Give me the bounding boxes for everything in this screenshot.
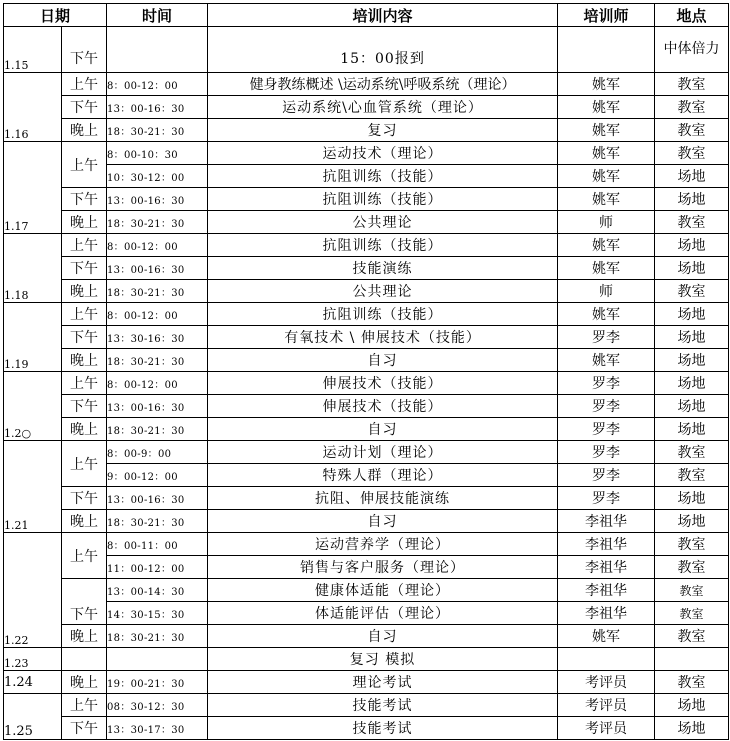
table-row — [4, 234, 729, 257]
table-row — [4, 142, 729, 165]
table-row — [4, 326, 729, 349]
instructor-cell: 师 — [558, 211, 655, 234]
content-cell: 复习 模拟 — [208, 648, 558, 671]
time-cell: 18：30-21：30 — [107, 349, 208, 372]
period-cell: 上午 — [62, 142, 107, 188]
time-cell: 8：00-9：00 — [107, 441, 208, 464]
location-cell: 教室 — [655, 73, 729, 96]
location-cell: 场地 — [655, 717, 729, 740]
header-location: 地点 — [655, 4, 729, 27]
date-cell: 1.22 — [4, 533, 62, 648]
table-row — [4, 510, 729, 533]
content-cell: 抗阻训练（技能） — [208, 303, 558, 326]
table-row — [4, 556, 729, 579]
period-cell: 下午 — [62, 717, 107, 740]
time-cell: 18：30-21：30 — [107, 418, 208, 441]
time-cell: 13：00-16：30 — [107, 188, 208, 211]
location-cell: 教室 — [655, 579, 729, 602]
instructor-cell: 姚军 — [558, 73, 655, 96]
period-cell: 下午 — [62, 96, 107, 119]
period-cell: 上午 — [62, 73, 107, 96]
period-cell: 上午 — [62, 533, 107, 579]
instructor-cell: 李祖华 — [558, 602, 655, 625]
instructor-cell: 罗李 — [558, 441, 655, 464]
instructor-cell — [558, 27, 655, 73]
instructor-cell: 考评员 — [558, 717, 655, 740]
location-cell: 教室 — [655, 96, 729, 119]
content-cell: 健身教练概述 \运动系统\呼吸系统（理论） — [208, 73, 558, 96]
location-cell: 场地 — [655, 234, 729, 257]
content-cell: 健康体适能（理论） — [208, 579, 558, 602]
content-cell: 运动技术（理论） — [208, 142, 558, 165]
content-cell: 抗阻训练（技能） — [208, 188, 558, 211]
location-cell: 教室 — [655, 119, 729, 142]
table-row — [4, 280, 729, 303]
table-row — [4, 119, 729, 142]
location-cell: 教室 — [655, 280, 729, 303]
location-cell: 场地 — [655, 257, 729, 280]
content-cell: 抗阻训练（技能） — [208, 234, 558, 257]
time-cell — [107, 648, 208, 671]
period-cell — [62, 648, 107, 671]
time-cell: 8：00-10：30 — [107, 142, 208, 165]
table-row — [4, 464, 729, 487]
content-cell: 技能演练 — [208, 257, 558, 280]
table-row — [4, 349, 729, 372]
header-content: 培训内容 — [208, 4, 558, 27]
table-row — [4, 717, 729, 740]
period-cell: 下午 — [62, 579, 107, 625]
location-cell: 教室 — [655, 556, 729, 579]
period-cell: 晚上 — [62, 280, 107, 303]
table-row — [4, 625, 729, 648]
table-row — [4, 73, 729, 96]
table-row — [4, 694, 729, 717]
location-cell: 教室 — [655, 533, 729, 556]
time-cell: 10：30-12：00 — [107, 165, 208, 188]
instructor-cell: 姚军 — [558, 234, 655, 257]
content-cell: 自习 — [208, 418, 558, 441]
period-cell: 下午 — [62, 326, 107, 349]
time-cell: 8：00-12：00 — [107, 303, 208, 326]
date-cell: 1.2○ — [4, 372, 62, 441]
location-cell: 场地 — [655, 510, 729, 533]
content-cell: 销售与客户服务（理论） — [208, 556, 558, 579]
content-cell: 特殊人群（理论） — [208, 464, 558, 487]
location-cell: 教室 — [655, 625, 729, 648]
instructor-cell: 考评员 — [558, 694, 655, 717]
date-cell: 1.19 — [4, 303, 62, 372]
date-cell: 1.16 — [4, 73, 62, 142]
content-cell: 自习 — [208, 510, 558, 533]
content-cell: 理论考试 — [208, 671, 558, 694]
instructor-cell: 姚军 — [558, 349, 655, 372]
period-cell: 下午 — [62, 487, 107, 510]
table-row — [4, 602, 729, 625]
content-cell: 有氧技术 \ 伸展技术（技能） — [208, 326, 558, 349]
time-cell: 13：00-16：30 — [107, 257, 208, 280]
content-cell: 抗阻、伸展技能演练 — [208, 487, 558, 510]
time-cell: 13：00-16：30 — [107, 395, 208, 418]
period-cell: 上午 — [62, 372, 107, 395]
period-cell: 晚上 — [62, 625, 107, 648]
table-row — [4, 487, 729, 510]
location-cell: 场地 — [655, 165, 729, 188]
period-cell: 晚上 — [62, 671, 107, 694]
header-row — [4, 4, 729, 27]
location-cell: 场地 — [655, 418, 729, 441]
period-cell: 上午 — [62, 694, 107, 717]
instructor-cell: 罗李 — [558, 395, 655, 418]
time-cell: 18：30-21：30 — [107, 119, 208, 142]
location-cell: 场地 — [655, 326, 729, 349]
instructor-cell: 罗李 — [558, 464, 655, 487]
training-schedule-table — [3, 3, 729, 740]
table-row — [4, 671, 729, 694]
time-cell: 8：00-12：00 — [107, 234, 208, 257]
table-row — [4, 303, 729, 326]
time-cell: 8：00-12：00 — [107, 73, 208, 96]
time-cell: 13：00-16：30 — [107, 96, 208, 119]
header-time: 时间 — [107, 4, 208, 27]
location-cell: 场地 — [655, 303, 729, 326]
time-cell: 18：30-21：30 — [107, 211, 208, 234]
instructor-cell: 李祖华 — [558, 533, 655, 556]
instructor-cell: 罗李 — [558, 487, 655, 510]
content-cell: 抗阻训练（技能） — [208, 165, 558, 188]
location-cell: 教室 — [655, 602, 729, 625]
period-cell: 上午 — [62, 303, 107, 326]
content-cell: 自习 — [208, 349, 558, 372]
instructor-cell: 姚军 — [558, 188, 655, 211]
period-cell: 上午 — [62, 234, 107, 257]
instructor-cell: 姚军 — [558, 165, 655, 188]
instructor-cell: 李祖华 — [558, 579, 655, 602]
time-cell: 18：30-21：30 — [107, 510, 208, 533]
instructor-cell: 罗李 — [558, 418, 655, 441]
location-cell: 场地 — [655, 372, 729, 395]
table-row — [4, 441, 729, 464]
table-row — [4, 27, 729, 73]
date-cell: 1.18 — [4, 234, 62, 303]
instructor-cell: 罗李 — [558, 326, 655, 349]
content-cell: 技能考试 — [208, 694, 558, 717]
time-cell: 13：30-16：30 — [107, 326, 208, 349]
content-cell: 复习 — [208, 119, 558, 142]
date-cell: 1.21 — [4, 441, 62, 533]
content-cell: 运动系统\心血管系统（理论） — [208, 96, 558, 119]
content-cell: 自习 — [208, 625, 558, 648]
instructor-cell: 姚军 — [558, 119, 655, 142]
period-cell: 晚上 — [62, 349, 107, 372]
date-cell: 1.17 — [4, 142, 62, 234]
time-cell — [107, 27, 208, 73]
instructor-cell: 姚军 — [558, 257, 655, 280]
content-cell: 伸展技术（技能） — [208, 395, 558, 418]
instructor-cell: 考评员 — [558, 671, 655, 694]
instructor-cell: 罗李 — [558, 372, 655, 395]
time-cell: 13：00-14：30 — [107, 579, 208, 602]
date-cell: 1.15 — [4, 27, 62, 73]
header-date: 日期 — [4, 4, 107, 27]
table-row — [4, 96, 729, 119]
content-cell: 技能考试 — [208, 717, 558, 740]
date-cell: 1.23 — [4, 648, 62, 671]
time-cell: 8：00-12：00 — [107, 372, 208, 395]
instructor-cell: 师 — [558, 280, 655, 303]
date-cell: 1.24 — [4, 671, 62, 694]
time-cell: 11：00-12：00 — [107, 556, 208, 579]
instructor-cell: 李祖华 — [558, 510, 655, 533]
content-cell: 15：00报到 — [208, 27, 558, 73]
period-cell: 下午 — [62, 188, 107, 211]
time-cell: 13：30-17：30 — [107, 717, 208, 740]
location-cell: 场地 — [655, 694, 729, 717]
instructor-cell: 李祖华 — [558, 556, 655, 579]
table-row — [4, 648, 729, 671]
location-cell: 场地 — [655, 395, 729, 418]
content-cell: 体适能评估（理论） — [208, 602, 558, 625]
period-cell: 晚上 — [62, 211, 107, 234]
location-cell: 教室 — [655, 441, 729, 464]
location-cell: 教室 — [655, 142, 729, 165]
time-cell: 8：00-11：00 — [107, 533, 208, 556]
table-row — [4, 257, 729, 280]
instructor-cell: 姚军 — [558, 96, 655, 119]
location-cell: 教室 — [655, 671, 729, 694]
location-cell: 场地 — [655, 487, 729, 510]
table-row — [4, 372, 729, 395]
date-cell: 1.25 — [4, 694, 62, 740]
content-cell: 运动营养学（理论） — [208, 533, 558, 556]
period-cell: 上午 — [62, 441, 107, 487]
time-cell: 08：30-12：30 — [107, 694, 208, 717]
period-cell: 下午 — [62, 395, 107, 418]
table-row — [4, 395, 729, 418]
period-cell: 下午 — [62, 257, 107, 280]
content-cell: 公共理论 — [208, 280, 558, 303]
content-cell: 运动计划（理论） — [208, 441, 558, 464]
table-row — [4, 533, 729, 556]
time-cell: 18：30-21：30 — [107, 625, 208, 648]
location-cell: 中体倍力 — [655, 27, 729, 73]
time-cell: 18：30-21：30 — [107, 280, 208, 303]
content-cell: 公共理论 — [208, 211, 558, 234]
table-row — [4, 165, 729, 188]
time-cell: 9：00-12：00 — [107, 464, 208, 487]
instructor-cell: 姚军 — [558, 142, 655, 165]
time-cell: 14：30-15：30 — [107, 602, 208, 625]
table-row — [4, 188, 729, 211]
table-row — [4, 211, 729, 234]
period-cell: 晚上 — [62, 510, 107, 533]
location-cell: 场地 — [655, 188, 729, 211]
period-cell: 晚上 — [62, 119, 107, 142]
location-cell: 教室 — [655, 211, 729, 234]
location-cell — [655, 648, 729, 671]
location-cell: 教室 — [655, 464, 729, 487]
header-instructor: 培训师 — [558, 4, 655, 27]
content-cell: 伸展技术（技能） — [208, 372, 558, 395]
instructor-cell: 姚军 — [558, 303, 655, 326]
instructor-cell — [558, 648, 655, 671]
table-row — [4, 579, 729, 602]
period-cell: 下午 — [62, 27, 107, 73]
time-cell: 13：00-16：30 — [107, 487, 208, 510]
time-cell: 19：00-21：30 — [107, 671, 208, 694]
table-row — [4, 418, 729, 441]
instructor-cell: 姚军 — [558, 625, 655, 648]
location-cell: 场地 — [655, 349, 729, 372]
period-cell: 晚上 — [62, 418, 107, 441]
